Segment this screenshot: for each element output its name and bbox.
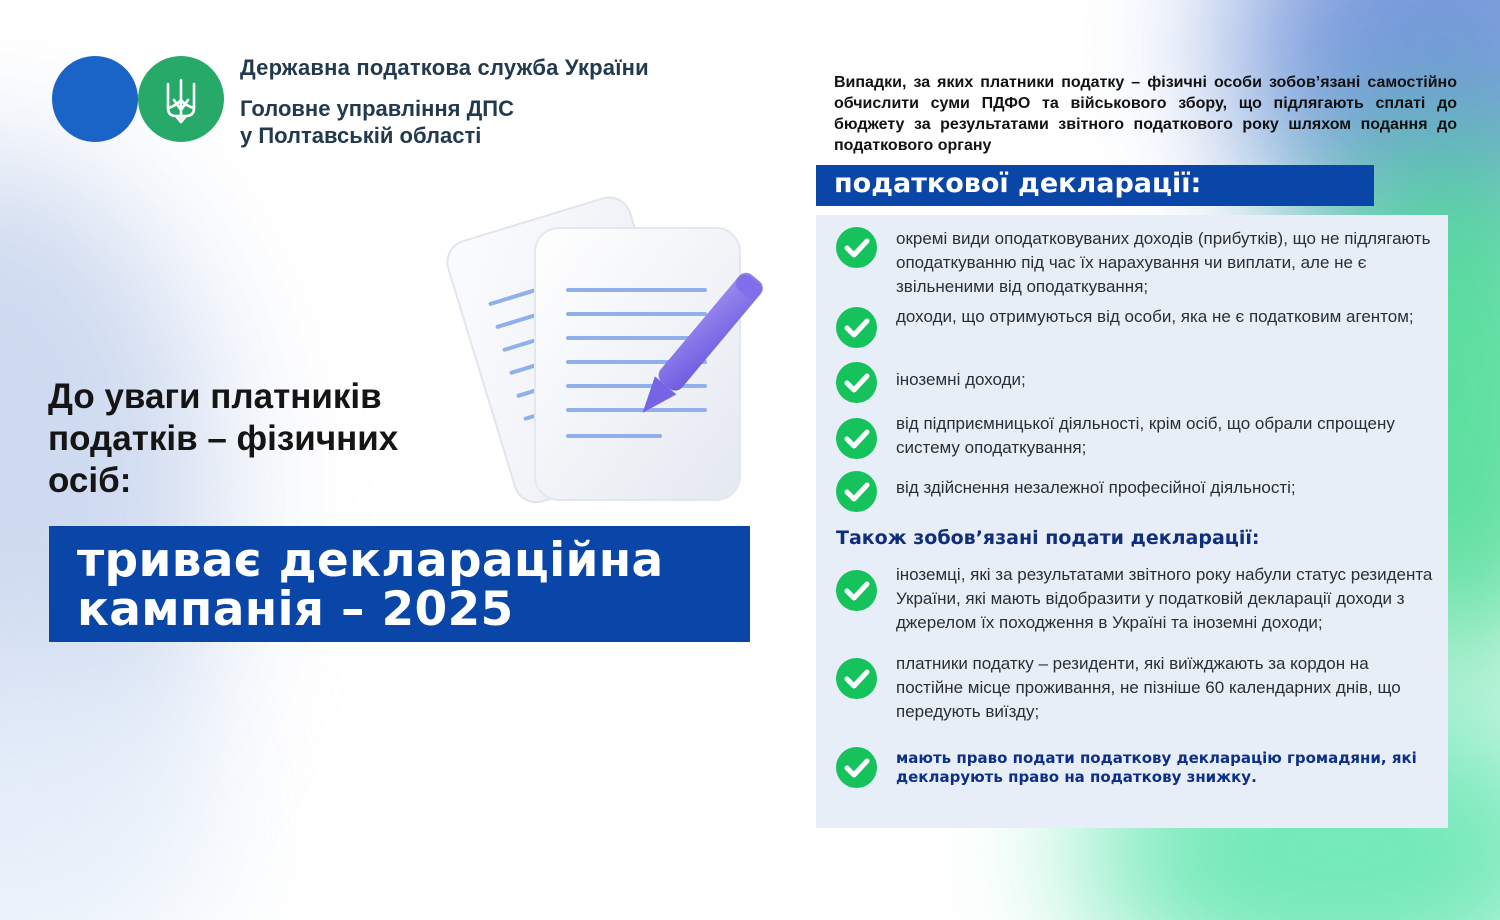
org-subtitle-line2: у Полтавській області xyxy=(240,123,482,148)
case-text: від підприємницької діяльності, крім осіб, що обрали спрощену систему оподаткування; xyxy=(896,414,1395,457)
check-circle-icon xyxy=(836,362,877,403)
also-text-emphasis: мають право подати податкову декларацію громадяни, які декларують право на податкову знижку. xyxy=(896,749,1417,786)
also-text: іноземці, які за результатами звітного року набули статус резидента України, які мають відобразити у податковій декларації доходи з джерелом їх походження в Україні та іноземні доходи; xyxy=(896,565,1433,632)
also-text: платники податку – резиденти, які виїжджають за кордон на постійне місце проживання, не пізніше 60 календарних днів, що передують виїзду; xyxy=(896,654,1401,721)
campaign-line: кампанія – 2025 xyxy=(77,582,514,637)
attention-line: До уваги платників xyxy=(48,377,382,416)
attention-heading xyxy=(48,376,478,502)
check-circle-icon xyxy=(836,658,877,699)
org-subtitle xyxy=(240,95,649,149)
check-circle-icon xyxy=(836,570,877,611)
campaign-banner xyxy=(49,526,750,642)
declaration-banner: податкової декларації: xyxy=(816,165,1374,206)
check-circle-icon xyxy=(836,471,877,512)
cases-panel xyxy=(816,215,1448,828)
documents-pen-icon xyxy=(440,190,780,510)
logo-blue-circle xyxy=(52,56,138,142)
check-circle-icon xyxy=(836,227,877,268)
case-text: від здійснення незалежної професійної діяльності; xyxy=(896,478,1296,497)
check-circle-icon xyxy=(836,307,877,348)
intro-text: Випадки, за яких платники податку – фізичні особи зобов’язані самостійно обчислити суми ПДФО та військового збору, що підлягають сплаті до бюджету за результатами звітного податкового року шляхом подання до податкового органу xyxy=(834,74,1457,154)
check-circle-icon xyxy=(836,418,877,459)
campaign-line: триває декларацiйна xyxy=(77,533,664,588)
organization-name xyxy=(240,55,649,149)
also-title: Також зобов’язані подати декларації: xyxy=(836,527,1260,549)
dps-logo xyxy=(52,56,227,144)
attention-line: осіб: xyxy=(48,461,132,500)
org-title: Державна податкова служба України xyxy=(240,55,649,80)
trident-emblem-icon xyxy=(138,56,224,142)
case-text: окремі види оподатковуваних доходів (прибутків), що не підлягають оподаткуванню під час їх нарахування чи виплати, але не є звільненими від оподаткування; xyxy=(896,229,1431,296)
check-circle-icon xyxy=(836,747,877,788)
case-text: іноземні доходи; xyxy=(896,370,1026,389)
attention-line: податків – фізичних xyxy=(48,419,399,458)
org-subtitle-line1: Головне управління ДПС xyxy=(240,96,514,121)
case-text: доходи, що отримуються від особи, яка не є податковим агентом; xyxy=(896,307,1414,326)
